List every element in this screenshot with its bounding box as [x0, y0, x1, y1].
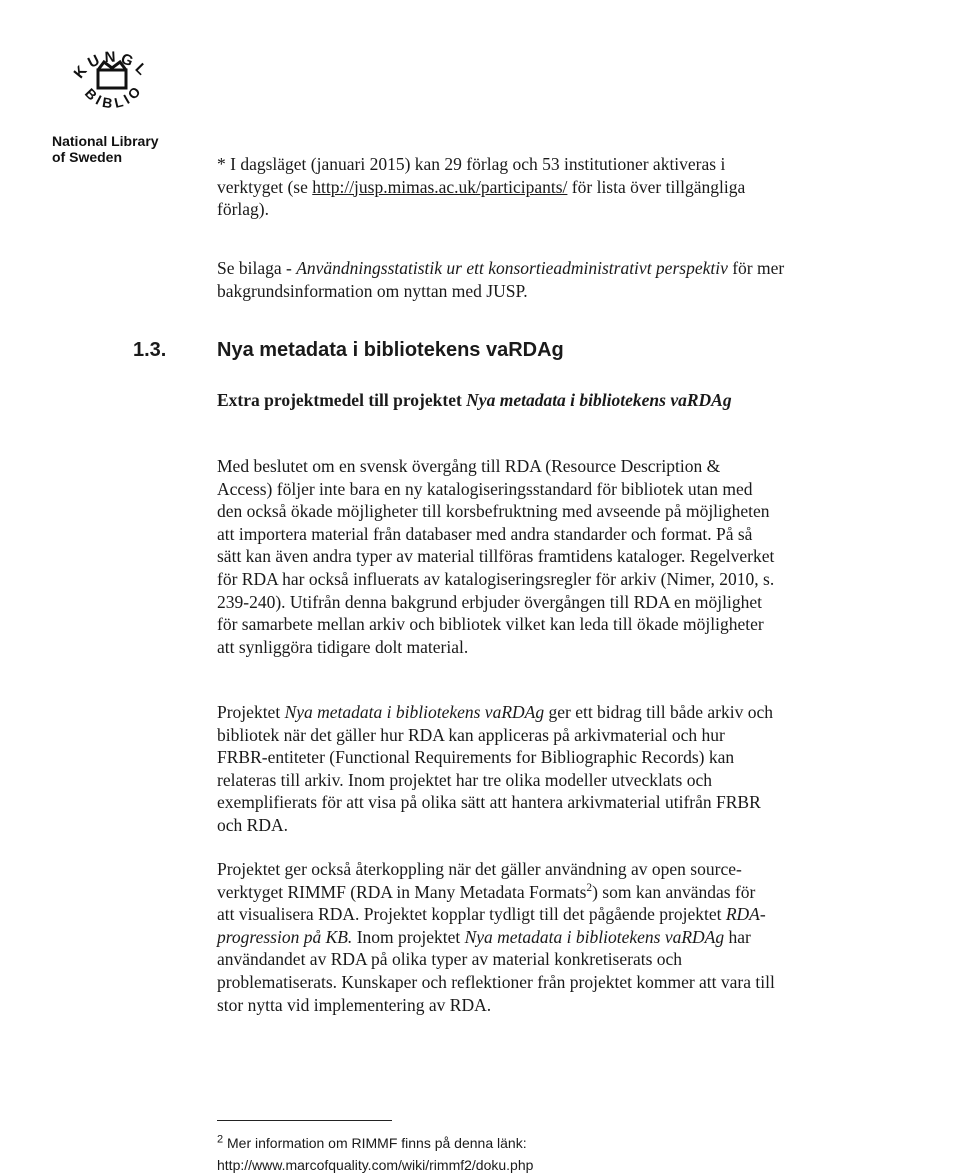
paragraph-project-contribution — [217, 701, 777, 837]
library-name-line1: National Library — [52, 133, 159, 149]
section-subtitle — [217, 389, 737, 412]
section-title: Nya metadata i bibliotekens vaRDAg — [217, 339, 564, 361]
p3-italic-2: Nya metadata i bibliotekens vaRDAg — [464, 926, 725, 947]
bilaga-italic-title: Användningsstatistik ur ett konsortieadministrativt perspektiv — [296, 258, 728, 278]
crown-emblem-icon — [62, 28, 162, 128]
appendix-reference — [217, 257, 797, 302]
paragraph-rda-transition: Med beslutet om en svensk övergång till RDA (Resource Description & Access) följer inte bara en ny katalogiseringsstandard för bibliotek utan med den också ökade möjligheter till korsbefruktning med avseende på möjligheten att importera material från databaser med andra standarder och format. På så sätt kan även andra typer av material tillföras framtidens kataloger. Regelverket för RDA har också influerats av katalogiseringsregler för arkiv (Nimer, 2010, s. 239-240). Utifrån denna bakgrund erbjuder övergången till RDA en möjlighet för samarbete mellan arkiv och bibliotek vilket kan leda till ökade möjligheter att synliggöra tidigare dolt material. — [217, 456, 775, 657]
paragraph-rimmf-feedback — [217, 858, 777, 1016]
rimmf-wiki-link[interactable]: http://www.marcofquality.com/wiki/rimmf2/doku.php — [217, 1157, 534, 1173]
svg-text:B I B L I O T E K E T: B I B L I O — [81, 83, 144, 112]
p2-text-1: Projektet — [217, 702, 285, 722]
library-name — [52, 133, 192, 165]
bilaga-text-2: för mer bakgrundsinformation om nyttan med JUSP. — [217, 258, 785, 301]
note-text-1: * I dagsläget (januari 2015) kan 29 förlag och 53 institutioner aktiveras i verktyget (se — [217, 154, 726, 197]
library-name-line2: of Sweden — [52, 149, 123, 165]
library-logo — [62, 28, 162, 128]
footnote-text: Mer information om RIMMF finns på denna länk: — [223, 1135, 527, 1151]
p3-text-2: ) som kan användas för att visualisera RDA. Projektet kopplar tydligt till det pågående projektet — [217, 881, 756, 925]
footnote-divider — [217, 1120, 392, 1121]
footnote — [217, 1132, 817, 1176]
subtitle-italic: Nya metadata i bibliotekens vaRDAg — [466, 390, 732, 410]
footnote-reference: 2 — [586, 881, 593, 894]
section-number: 1.3. — [133, 339, 167, 361]
p2-text-2: ger ett bidrag till både arkiv och bibliotek när det gäller hur RDA kan appliceras på arkivmaterial och hur FRBR-entiteter (Functional Requirements for Bibliographic Records) kan relateras till arkiv. Inom projektet har tre olika modeller utvecklats och exemplifierats för att visa på olika sätt att hantera arkivmaterial utifrån FRBR och RDA. — [217, 702, 773, 835]
bilaga-text-1: Se bilaga - — [217, 258, 297, 278]
note-text-2: för lista över tillgängliga förlag). — [217, 176, 746, 220]
footnote-line1 — [217, 1132, 817, 1154]
p2-italic: Nya metadata i bibliotekens vaRDAg — [284, 702, 545, 722]
p3-text-3: Inom projektet — [352, 926, 465, 947]
availability-note — [217, 153, 777, 221]
p3-text-1: Projektet ger också återkoppling när det gäller användning av open source-verktyget RIMMF (RDA in Many Metadata Formats — [217, 859, 742, 902]
svg-text:K U N G L: K U N G L — [70, 48, 151, 82]
p3-italic-1: RDA-progression på KB. — [217, 904, 766, 947]
footnote-marker: 2 — [217, 1133, 224, 1146]
subtitle-text: Extra projektmedel till projektet — [217, 390, 467, 410]
jusp-participants-link[interactable]: http://jusp.mimas.ac.uk/participants/ — [312, 176, 568, 197]
p3-text-4: har användandet av RDA på olika typer av material konkretiserats och problematiserats. Kunskaper och reflektioner från projektet kommer att vara till stor nytta vid implementering av RDA. — [217, 926, 775, 1015]
